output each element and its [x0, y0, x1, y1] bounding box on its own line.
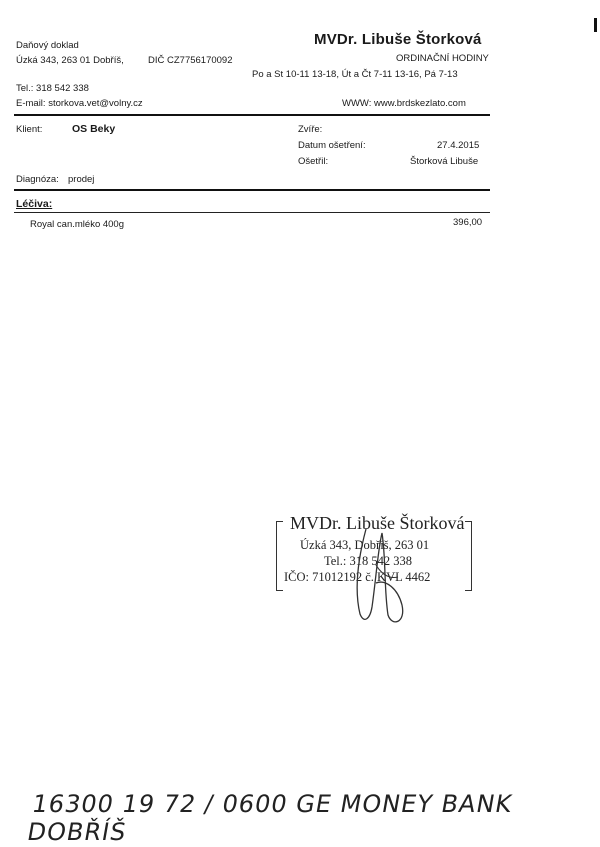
clinic-phone: Tel.: 318 542 338: [16, 83, 89, 94]
animal-label: Zvíře:: [298, 124, 323, 135]
header-divider: [14, 114, 490, 116]
stamp-frame-right: [465, 521, 472, 591]
clinic-dic: DIČ CZ7756170092: [148, 55, 233, 66]
treated-by-value: Štorková Libuše: [410, 156, 479, 167]
scan-edge-mark: [594, 18, 597, 32]
stamp-phone: Tel.: 318 542 338: [324, 554, 413, 568]
medicines-heading: Léčiva:: [16, 198, 53, 210]
doc-type: Daňový doklad: [16, 40, 79, 51]
client-label: Klient:: [16, 124, 43, 135]
medicine-item-price: 396,00: [453, 217, 483, 228]
clinic-email: E-mail: storkova.vet@volny.cz: [16, 98, 143, 109]
vet-name: MVDr. Libuše Štorková: [314, 31, 482, 48]
diagnosis-label: Diagnóza:: [16, 174, 59, 185]
opening-hours: Po a St 10-11 13-18, Út a Čt 7-11 13-16, Pá 7-13: [252, 69, 458, 80]
treated-by-label: Ošetřil:: [298, 156, 329, 167]
clinic-stamp: [276, 513, 472, 591]
handwritten-bank-note: 16300 19 72 / 0600 GE MONEY BANK DOBŘÍŠ: [25, 790, 515, 846]
clinic-address: Úzká 343, 263 01 Dobříš,: [16, 55, 124, 66]
stamp-address: Úzká 343, Dobříš, 263 01: [300, 538, 430, 552]
stamp-ico: IČO: 71012192 č. KVL 4462: [284, 570, 431, 584]
medicines-divider: [14, 212, 490, 213]
signature-scribble: [336, 519, 426, 629]
diagnosis-value: prodej: [68, 174, 95, 185]
client-name: OS Beky: [72, 123, 116, 135]
clinic-website: WWW: www.brdskezlato.com: [342, 98, 466, 109]
stamp-frame-left: [276, 521, 283, 591]
medicine-item-name: Royal can.mléko 400g: [30, 219, 124, 230]
stamp-title: MVDr. Libuše Štorková: [290, 513, 465, 533]
diagnosis-divider: [14, 189, 490, 191]
treatment-date-value: 27.4.2015: [437, 140, 480, 151]
hours-title: ORDINAČNÍ HODINY: [396, 53, 489, 64]
treatment-date-label: Datum ošetření:: [298, 140, 366, 151]
